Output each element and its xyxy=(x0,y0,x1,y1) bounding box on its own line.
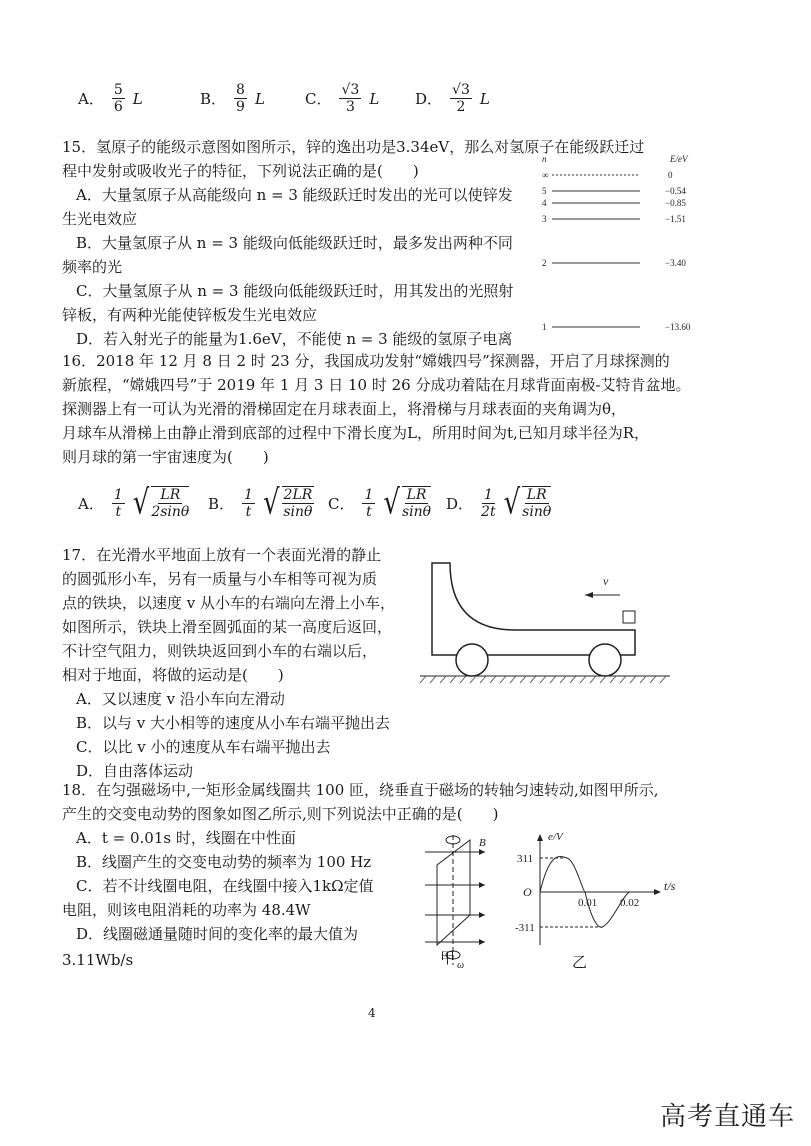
svg-text:−0.85: −0.85 xyxy=(665,198,686,208)
q18-stem: 18．在匀强磁场中,一矩形金属线圈共 100 匝，绕垂直于磁场的转轴匀速转动,如图甲所示, xyxy=(62,781,659,799)
svg-text:∞: ∞ xyxy=(542,170,549,180)
q16-option-d: D． $\frac{1}{2t}$ √ $\frac{LR}{\sin\theta}$ xyxy=(446,483,552,523)
svg-text:0.02: 0.02 xyxy=(620,897,640,909)
svg-text:−13.60: −13.60 xyxy=(665,322,691,332)
svg-text:O: O xyxy=(523,885,532,899)
q17-option-a: A．又以速度 v 沿小车向左滑动 xyxy=(76,690,285,708)
page-number: 4 xyxy=(368,1006,376,1020)
q15-option-b-cont: 频率的光 xyxy=(62,258,123,276)
figure-caption-jia: 甲 xyxy=(440,949,456,967)
svg-text:311: 311 xyxy=(517,853,534,865)
q14-option-b: B． $\frac{8}{9}$ L xyxy=(200,82,265,115)
q17-option-d: D．自由落体运动 xyxy=(76,762,194,780)
cart-diagram xyxy=(420,555,670,685)
q14-option-d: D． $\frac{√3}{2}$ L xyxy=(415,82,490,115)
q18-option-c-cont: 电阻，则该电阻消耗的功率为 48.4W xyxy=(62,901,311,919)
svg-text:E/eV: E/eV xyxy=(670,154,688,164)
q16-option-b: B． $\frac{1}{t}$ √ $\frac{2LR}{\sin\theta}$ xyxy=(208,483,313,523)
q17-stem: 17．在光滑水平地面上放有一个表面光滑的静止 xyxy=(62,546,382,564)
svg-text:−0.54: −0.54 xyxy=(665,186,686,196)
q18-option-d: D．线圈磁通量随时间的变化率的最大值为 xyxy=(76,925,359,943)
svg-text:−3.40: −3.40 xyxy=(665,258,686,268)
svg-text:4: 4 xyxy=(542,198,547,208)
q17-stem: 不计空气阻力，则铁块返回到小车的右端以后， xyxy=(62,642,378,660)
figure-caption-yi: 乙 xyxy=(572,953,588,971)
q18-option-a: A．t = 0.01s 时，线圈在中性面 xyxy=(76,829,296,847)
q15-stem: 程中发射或吸收光子的特征，下列说法正确的是( ) xyxy=(62,162,419,180)
q16-stem: 探测器上有一可认为光滑的滑梯固定在月球表面上，将滑梯与月球表面的夹角调为θ， xyxy=(62,400,627,418)
q15-stem: 15．氢原子的能级示意图如图所示，锌的逸出功是3.34eV，那么对氢原子在能级跃迁过 xyxy=(62,138,645,156)
q15-option-d: D．若入射光子的能量为1.6eV，不能使 n = 3 能级的氢原子电离 xyxy=(76,330,513,348)
q16-option-c: C． $\frac{1}{t}$ √ $\frac{LR}{\sin\theta}$ xyxy=(328,483,432,523)
svg-text:n: n xyxy=(542,154,547,164)
watermark: 高考直通车 xyxy=(660,1102,796,1132)
q16-stem: 月球车从滑梯上由静止滑到底部的过程中下滑长度为L，所用时间为t,已知月球半径为R， xyxy=(62,424,650,442)
svg-text:1: 1 xyxy=(542,322,547,332)
q18-option-b: B．线圈产生的交变电动势的频率为 100 Hz xyxy=(76,853,372,871)
svg-text:v: v xyxy=(603,574,609,588)
q15-option-c-cont: 锌板，有两种光能使锌板发生光电效应 xyxy=(62,306,318,324)
q18-option-c: C．若不计线圈电阻，在线圈中接入1kΩ定值 xyxy=(76,877,374,895)
q15-option-a-cont: 生光电效应 xyxy=(62,210,138,228)
svg-text:B: B xyxy=(479,837,486,849)
svg-text:5: 5 xyxy=(542,186,547,196)
q18-option-d-cont: 3.11Wb/s xyxy=(62,951,134,969)
q16-option-a: A． $\frac{1}{t}$ √ $\frac{LR}{2\sin\theta}$ xyxy=(78,483,190,523)
svg-text:3: 3 xyxy=(542,214,547,224)
emf-graph-yi xyxy=(515,830,690,950)
svg-text:-311: -311 xyxy=(515,922,535,934)
energy-level-diagram xyxy=(540,152,720,342)
q17-stem: 点的铁块，以速度 v 从小车的右端向左滑上小车， xyxy=(62,594,396,612)
x-axis-label: t/s xyxy=(664,879,676,893)
svg-text:−1.51: −1.51 xyxy=(665,214,686,224)
q18-stem: 产生的交变电动势的图象如图乙所示,则下列说法中正确的是( ) xyxy=(62,805,499,823)
svg-text:2: 2 xyxy=(542,258,547,268)
q16-stem: 新旅程，“嫦娥四号”于 2019 年 1 月 3 日 10 时 26 分成功着陆在月球背面南极-艾特肯盆地。 xyxy=(62,376,691,394)
q16-stem: 则月球的第一宇宙速度为( ) xyxy=(62,448,269,466)
q14-option-c: C． $\frac{√3}{3}$ L xyxy=(305,82,380,115)
q15-option-c: C．大量氢原子从 n = 3 能级向低能级跃迁时，用其发出的光照射 xyxy=(76,282,514,300)
svg-text:0: 0 xyxy=(668,170,673,180)
svg-text:ω: ω xyxy=(457,960,465,971)
q17-option-b: B．以与 v 大小相等的速度从小车右端平抛出去 xyxy=(76,714,391,732)
q17-stem: 如图所示，铁块上滑至圆弧面的某一高度后返回， xyxy=(62,618,393,636)
q16-stem: 16．2018 年 12 月 8 日 2 时 23 分，我国成功发射“嫦娥四号”探测器，开启了月球探测的 xyxy=(62,352,670,370)
q17-stem: 相对于地面，将做的运动是( ) xyxy=(62,666,284,684)
svg-text:e/V: e/V xyxy=(548,831,563,843)
q15-option-a: A．大量氢原子从高能级向 n = 3 能级跃迁时发出的光可以使锌发 xyxy=(76,186,513,204)
q14-option-a: A． $\frac{5}{6}$ L xyxy=(78,82,143,115)
q17-option-c: C．以比 v 小的速度从车右端平抛出去 xyxy=(76,738,331,756)
q15-option-b: B．大量氢原子从 n = 3 能级向低能级跃迁时，最多发出两种不同 xyxy=(76,234,513,252)
q17-stem: 的圆弧形小车，另有一质量与小车相等可视为质 xyxy=(62,570,378,588)
svg-text:0.01: 0.01 xyxy=(578,897,598,909)
